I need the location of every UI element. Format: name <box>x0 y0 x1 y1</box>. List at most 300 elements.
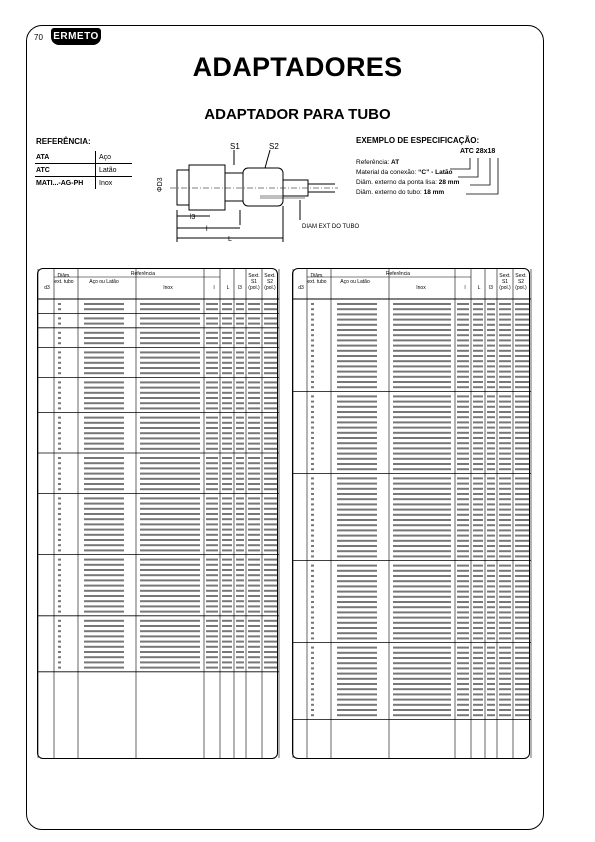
illegible-cell <box>236 351 244 353</box>
illegible-cell <box>337 545 377 547</box>
illegible-cell <box>487 493 495 495</box>
table-left-grid <box>38 269 279 760</box>
illegible-cell <box>84 437 124 439</box>
illegible-cell <box>515 632 529 634</box>
illegible-cell <box>206 357 218 359</box>
header-diam: Diâm. ext. tubo <box>307 273 327 285</box>
illegible-cell <box>393 365 451 367</box>
illegible-cell <box>473 540 483 542</box>
illegible-cell <box>248 523 260 525</box>
illegible-cell <box>236 539 244 541</box>
illegible-cell <box>515 524 529 526</box>
illegible-cell <box>206 392 218 394</box>
illegible-cell <box>84 387 124 389</box>
illegible-cell <box>393 313 451 315</box>
illegible-cell <box>84 569 124 571</box>
illegible-cell <box>393 693 451 695</box>
illegible-cell <box>58 473 61 475</box>
illegible-cell <box>264 579 277 581</box>
illegible-cell <box>473 596 483 598</box>
illegible-cell <box>311 355 314 357</box>
illegible-cell <box>515 678 529 680</box>
illegible-cell <box>58 529 61 531</box>
illegible-cell <box>236 437 244 439</box>
illegible-cell <box>457 678 469 680</box>
illegible-cell <box>499 637 511 639</box>
illegible-cell <box>236 651 244 653</box>
illegible-cell <box>457 329 469 331</box>
illegible-cell <box>206 483 218 485</box>
illegible-cell <box>457 514 469 516</box>
illegible-cell <box>337 483 377 485</box>
illegible-cell <box>248 497 260 499</box>
illegible-cell <box>457 371 469 373</box>
illegible-cell <box>248 467 260 469</box>
illegible-cell <box>206 381 218 383</box>
illegible-cell <box>393 345 451 347</box>
illegible-cell <box>140 497 200 499</box>
illegible-cell <box>457 565 469 567</box>
illegible-cell <box>457 683 469 685</box>
illegible-cell <box>140 630 200 632</box>
illegible-cell <box>487 498 495 500</box>
illegible-cell <box>337 509 377 511</box>
illegible-cell <box>222 611 232 613</box>
illegible-cell <box>337 488 377 490</box>
illegible-cell <box>457 334 469 336</box>
illegible-cell <box>264 625 277 627</box>
illegible-cell <box>248 620 260 622</box>
illegible-cell <box>337 611 377 613</box>
illegible-cell <box>499 319 511 321</box>
illegible-cell <box>473 381 483 383</box>
illegible-cell <box>84 357 124 359</box>
illegible-cell <box>311 565 314 567</box>
illegible-cell <box>473 673 483 675</box>
illegible-cell <box>140 432 200 434</box>
illegible-cell <box>499 376 511 378</box>
illegible-cell <box>499 657 511 659</box>
illegible-cell <box>499 514 511 516</box>
illegible-cell <box>248 367 260 369</box>
illegible-cell <box>206 367 218 369</box>
illegible-cell <box>236 357 244 359</box>
illegible-cell <box>487 313 495 315</box>
illegible-cell <box>236 564 244 566</box>
illegible-cell <box>337 437 377 439</box>
illegible-cell <box>222 417 232 419</box>
illegible-cell <box>337 622 377 624</box>
illegible-cell <box>473 555 483 557</box>
illegible-cell <box>473 365 483 367</box>
illegible-cell <box>337 632 377 634</box>
illegible-cell <box>222 605 232 607</box>
illegible-cell <box>337 360 377 362</box>
illegible-cell <box>499 524 511 526</box>
illegible-cell <box>248 630 260 632</box>
illegible-cell <box>487 585 495 587</box>
illegible-cell <box>222 317 232 319</box>
illegible-cell <box>499 596 511 598</box>
illegible-cell <box>58 620 61 622</box>
illegible-cell <box>264 357 277 359</box>
illegible-cell <box>264 529 277 531</box>
illegible-cell <box>311 714 314 716</box>
illegible-cell <box>393 524 451 526</box>
illegible-cell <box>499 540 511 542</box>
illegible-cell <box>311 303 314 305</box>
illegible-cell <box>487 437 495 439</box>
illegible-cell <box>393 514 451 516</box>
illegible-cell <box>236 503 244 505</box>
illegible-cell <box>499 308 511 310</box>
illegible-cell <box>140 539 200 541</box>
illegible-cell <box>84 646 124 648</box>
illegible-cell <box>58 569 61 571</box>
illegible-cell <box>84 559 124 561</box>
illegible-cell <box>222 467 232 469</box>
illegible-cell <box>58 417 61 419</box>
illegible-cell <box>515 596 529 598</box>
illegible-cell <box>473 565 483 567</box>
illegible-cell <box>515 519 529 521</box>
illegible-cell <box>457 416 469 418</box>
illegible-cell <box>311 339 314 341</box>
illegible-cell <box>311 570 314 572</box>
illegible-cell <box>248 641 260 643</box>
illegible-cell <box>499 458 511 460</box>
illegible-cell <box>337 427 377 429</box>
illegible-cell <box>264 544 277 546</box>
illegible-cell <box>487 683 495 685</box>
illegible-cell <box>499 575 511 577</box>
illegible-cell <box>393 406 451 408</box>
illegible-cell <box>140 579 200 581</box>
illegible-cell <box>499 329 511 331</box>
section-title: ADAPTADOR PARA TUBO <box>204 106 391 123</box>
page-title: ADAPTADORES <box>192 52 403 82</box>
illegible-cell <box>337 442 377 444</box>
illegible-cell <box>206 549 218 551</box>
illegible-cell <box>236 362 244 364</box>
illegible-cell <box>337 334 377 336</box>
illegible-cell <box>473 699 483 701</box>
illegible-cell <box>311 529 314 531</box>
illegible-cell <box>457 339 469 341</box>
illegible-cell <box>487 555 495 557</box>
illegible-cell <box>140 427 200 429</box>
illegible-cell <box>248 337 260 339</box>
illegible-cell <box>248 585 260 587</box>
illegible-cell <box>473 477 483 479</box>
illegible-cell <box>236 448 244 450</box>
illegible-cell <box>393 591 451 593</box>
illegible-cell <box>311 519 314 521</box>
illegible-cell <box>236 529 244 531</box>
illegible-cell <box>499 365 511 367</box>
illegible-cell <box>337 503 377 505</box>
illegible-cell <box>473 371 483 373</box>
illegible-cell <box>58 585 61 587</box>
illegible-cell <box>499 611 511 613</box>
illegible-cell <box>206 544 218 546</box>
illegible-cell <box>487 447 495 449</box>
illegible-cell <box>140 488 200 490</box>
illegible-cell <box>337 345 377 347</box>
illegible-cell <box>222 342 232 344</box>
illegible-cell <box>140 646 200 648</box>
illegible-cell <box>236 656 244 658</box>
illegible-cell <box>222 381 232 383</box>
illegible-cell <box>311 432 314 434</box>
illegible-cell <box>311 606 314 608</box>
illegible-cell <box>473 468 483 470</box>
illegible-cell <box>515 550 529 552</box>
illegible-cell <box>58 508 61 510</box>
illegible-cell <box>248 579 260 581</box>
header-L: L <box>477 285 481 291</box>
illegible-cell <box>264 569 277 571</box>
illegible-cell <box>206 422 218 424</box>
illegible-cell <box>140 534 200 536</box>
illegible-cell <box>337 458 377 460</box>
illegible-cell <box>457 411 469 413</box>
illegible-cell <box>457 401 469 403</box>
illegible-cell <box>222 600 232 602</box>
illegible-cell <box>393 350 451 352</box>
illegible-cell <box>337 652 377 654</box>
illegible-cell <box>457 376 469 378</box>
illegible-cell <box>499 704 511 706</box>
illegible-cell <box>236 427 244 429</box>
illegible-cell <box>140 605 200 607</box>
illegible-cell <box>248 473 260 475</box>
illegible-cell <box>393 709 451 711</box>
illegible-cell <box>264 457 277 459</box>
illegible-cell <box>140 417 200 419</box>
illegible-cell <box>236 422 244 424</box>
illegible-cell <box>337 319 377 321</box>
illegible-cell <box>499 519 511 521</box>
illegible-cell <box>499 437 511 439</box>
illegible-cell <box>457 360 469 362</box>
illegible-cell <box>311 647 314 649</box>
illegible-cell <box>487 324 495 326</box>
illegible-cell <box>140 549 200 551</box>
illegible-cell <box>264 323 277 325</box>
illegible-cell <box>499 585 511 587</box>
illegible-cell <box>457 555 469 557</box>
illegible-cell <box>515 714 529 716</box>
illegible-cell <box>84 503 124 505</box>
example-line: Material da conexão: “C” - Latão <box>356 169 453 176</box>
illegible-cell <box>473 714 483 716</box>
illegible-cell <box>264 422 277 424</box>
illegible-cell <box>206 585 218 587</box>
illegible-cell <box>473 667 483 669</box>
table-right <box>292 268 530 759</box>
illegible-cell <box>248 427 260 429</box>
illegible-cell <box>84 367 124 369</box>
illegible-cell <box>393 334 451 336</box>
illegible-cell <box>58 544 61 546</box>
illegible-cell <box>206 667 218 669</box>
illegible-cell <box>393 714 451 716</box>
illegible-cell <box>487 442 495 444</box>
illegible-cell <box>457 509 469 511</box>
header-l3: l3 <box>489 285 493 291</box>
illegible-cell <box>222 478 232 480</box>
illegible-cell <box>473 406 483 408</box>
illegible-cell <box>311 514 314 516</box>
illegible-cell <box>499 688 511 690</box>
illegible-cell <box>140 620 200 622</box>
illegible-cell <box>393 324 451 326</box>
illegible-cell <box>473 550 483 552</box>
illegible-cell <box>487 714 495 716</box>
illegible-cell <box>248 462 260 464</box>
illegible-cell <box>84 579 124 581</box>
illegible-cell <box>222 462 232 464</box>
illegible-cell <box>457 580 469 582</box>
adapter-drawing <box>140 140 360 245</box>
illegible-cell <box>140 503 200 505</box>
illegible-cell <box>206 595 218 597</box>
illegible-cell <box>248 303 260 305</box>
illegible-cell <box>58 387 61 389</box>
illegible-cell <box>457 498 469 500</box>
illegible-cell <box>457 535 469 537</box>
illegible-cell <box>222 402 232 404</box>
illegible-cell <box>236 443 244 445</box>
illegible-cell <box>222 523 232 525</box>
illegible-cell <box>222 323 232 325</box>
illegible-cell <box>515 662 529 664</box>
illegible-cell <box>58 367 61 369</box>
illegible-cell <box>236 488 244 490</box>
illegible-cell <box>457 437 469 439</box>
illegible-cell <box>264 397 277 399</box>
illegible-cell <box>264 392 277 394</box>
illegible-cell <box>457 637 469 639</box>
illegible-cell <box>248 656 260 658</box>
illegible-cell <box>393 699 451 701</box>
illegible-cell <box>457 483 469 485</box>
illegible-cell <box>473 632 483 634</box>
illegible-cell <box>236 407 244 409</box>
illegible-cell <box>457 303 469 305</box>
illegible-cell <box>58 342 61 344</box>
illegible-cell <box>515 381 529 383</box>
table-left <box>37 268 278 759</box>
illegible-cell <box>264 611 277 613</box>
illegible-cell <box>487 637 495 639</box>
illegible-cell <box>140 625 200 627</box>
illegible-cell <box>393 606 451 608</box>
header-s2: Sext. S2 (pol.) <box>264 273 276 291</box>
illegible-cell <box>311 637 314 639</box>
illegible-cell <box>236 667 244 669</box>
illegible-cell <box>264 427 277 429</box>
illegible-cell <box>84 529 124 531</box>
illegible-cell <box>58 372 61 374</box>
illegible-cell <box>337 596 377 598</box>
illegible-cell <box>311 678 314 680</box>
illegible-cell <box>337 514 377 516</box>
reference-material: Inox <box>96 177 133 190</box>
illegible-cell <box>515 324 529 326</box>
illegible-cell <box>457 540 469 542</box>
illegible-cell <box>140 529 200 531</box>
illegible-cell <box>264 367 277 369</box>
illegible-cell <box>206 605 218 607</box>
table-right-grid <box>293 269 531 760</box>
illegible-cell <box>222 544 232 546</box>
illegible-cell <box>236 402 244 404</box>
illegible-cell <box>84 625 124 627</box>
illegible-cell <box>473 437 483 439</box>
illegible-cell <box>473 529 483 531</box>
illegible-cell <box>58 651 61 653</box>
illegible-cell <box>140 473 200 475</box>
illegible-cell <box>499 334 511 336</box>
illegible-cell <box>140 337 200 339</box>
illegible-cell <box>264 483 277 485</box>
illegible-cell <box>140 611 200 613</box>
illegible-cell <box>337 519 377 521</box>
illegible-cell <box>487 678 495 680</box>
illegible-cell <box>84 483 124 485</box>
header-aco: Aço ou Latão <box>89 279 119 285</box>
illegible-cell <box>84 620 124 622</box>
illegible-cell <box>140 667 200 669</box>
illegible-cell <box>473 421 483 423</box>
illegible-cell <box>140 367 200 369</box>
illegible-cell <box>236 372 244 374</box>
illegible-cell <box>140 590 200 592</box>
illegible-cell <box>206 467 218 469</box>
illegible-cell <box>515 545 529 547</box>
illegible-cell <box>206 303 218 305</box>
illegible-cell <box>337 550 377 552</box>
illegible-cell <box>487 401 495 403</box>
illegible-cell <box>393 437 451 439</box>
illegible-cell <box>84 595 124 597</box>
illegible-cell <box>311 657 314 659</box>
illegible-cell <box>473 606 483 608</box>
illegible-cell <box>337 416 377 418</box>
illegible-cell <box>487 483 495 485</box>
illegible-cell <box>236 544 244 546</box>
illegible-cell <box>84 457 124 459</box>
illegible-cell <box>487 529 495 531</box>
illegible-cell <box>58 323 61 325</box>
illegible-cell <box>311 498 314 500</box>
illegible-cell <box>206 462 218 464</box>
illegible-cell <box>393 432 451 434</box>
illegible-cell <box>236 630 244 632</box>
illegible-cell <box>515 503 529 505</box>
illegible-cell <box>515 334 529 336</box>
illegible-cell <box>236 483 244 485</box>
illegible-cell <box>236 635 244 637</box>
illegible-cell <box>515 575 529 577</box>
illegible-cell <box>58 407 61 409</box>
illegible-cell <box>236 497 244 499</box>
illegible-cell <box>248 387 260 389</box>
illegible-cell <box>499 477 511 479</box>
illegible-cell <box>311 421 314 423</box>
